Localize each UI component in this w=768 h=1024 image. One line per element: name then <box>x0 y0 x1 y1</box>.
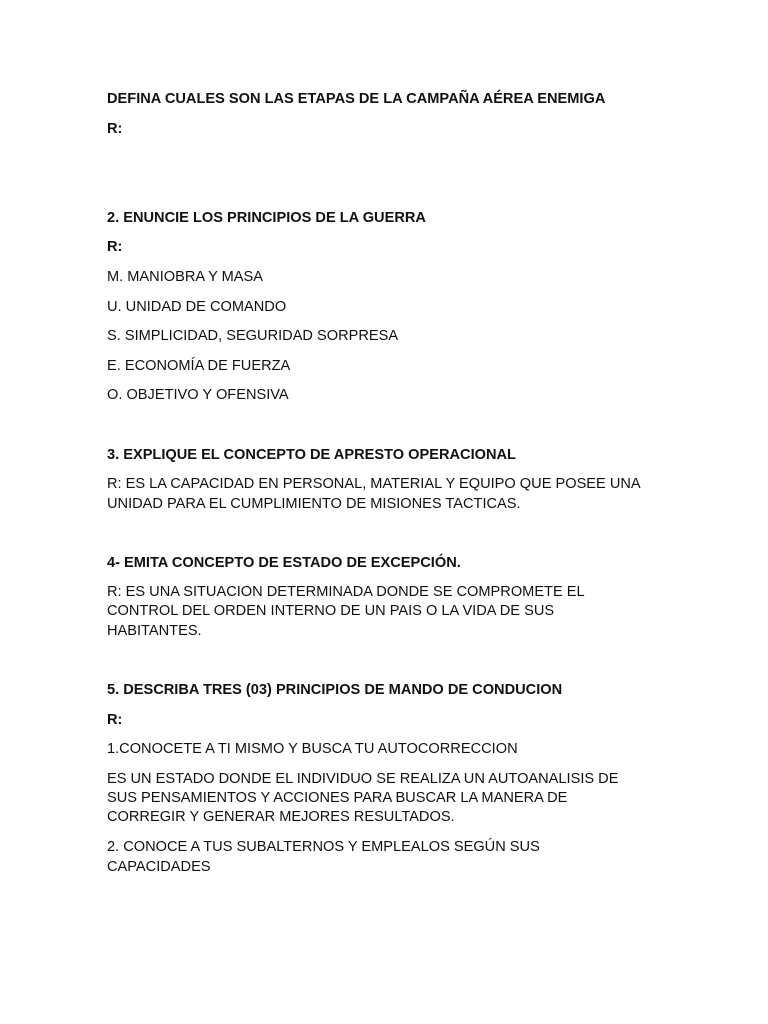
principle-item: E. ECONOMÍA DE FUERZA <box>107 358 291 374</box>
question-4-answer-line: HABITANTES. <box>107 623 202 639</box>
question-2-answer-label: R: <box>107 239 123 255</box>
principle-1-text-line: SUS PENSAMIENTOS Y ACCIONES PARA BUSCAR LA MANERA DE <box>107 790 568 806</box>
principle-item: S. SIMPLICIDAD, SEGURIDAD SORPRESA <box>107 328 399 344</box>
question-4-title: 4- EMITA CONCEPTO DE ESTADO DE EXCEPCIÓN. <box>107 555 461 571</box>
question-5-answer-label: R: <box>107 712 123 728</box>
question-3-title: 3. EXPLIQUE EL CONCEPTO DE APRESTO OPERACIONAL <box>107 447 516 463</box>
principle-item: M. MANIOBRA Y MASA <box>107 269 263 285</box>
question-3-answer-line: UNIDAD PARA EL CUMPLIMIENTO DE MISIONES TACTICAS. <box>107 496 521 512</box>
principle-2-text-line: CAPACIDADES <box>107 859 211 875</box>
question-4-answer-line: R: ES UNA SITUACION DETERMINADA DONDE SE COMPROMETE EL <box>107 584 585 600</box>
principle-item: U. UNIDAD DE COMANDO <box>107 299 287 315</box>
question-2-title: 2. ENUNCIE LOS PRINCIPIOS DE LA GUERRA <box>107 210 426 226</box>
principle-1-heading: 1.CONOCETE A TI MISMO Y BUSCA TU AUTOCORRECCION <box>107 741 518 757</box>
question-3-answer-line: R: ES LA CAPACIDAD EN PERSONAL, MATERIAL Y EQUIPO QUE POSEE UNA <box>107 476 641 492</box>
question-4-answer-line: CONTROL DEL ORDEN INTERNO DE UN PAIS O LA VIDA DE SUS <box>107 603 555 619</box>
question-5-title: 5. DESCRIBA TRES (03) PRINCIPIOS DE MANDO DE CONDUCION <box>107 682 563 698</box>
principle-1-text-line: ES UN ESTADO DONDE EL INDIVIDUO SE REALIZA UN AUTOANALISIS DE <box>107 771 619 787</box>
question-1-title: DEFINA CUALES SON LAS ETAPAS DE LA CAMPAÑA AÉREA ENEMIGA <box>107 91 606 107</box>
principle-item: O. OBJETIVO Y OFENSIVA <box>107 387 289 403</box>
principle-2-text-line: 2. CONOCE A TUS SUBALTERNOS Y EMPLEALOS SEGÚN SUS <box>107 839 540 855</box>
principle-1-text-line: CORREGIR Y GENERAR MEJORES RESULTADOS. <box>107 809 455 825</box>
question-1-answer-label: R: <box>107 121 123 137</box>
